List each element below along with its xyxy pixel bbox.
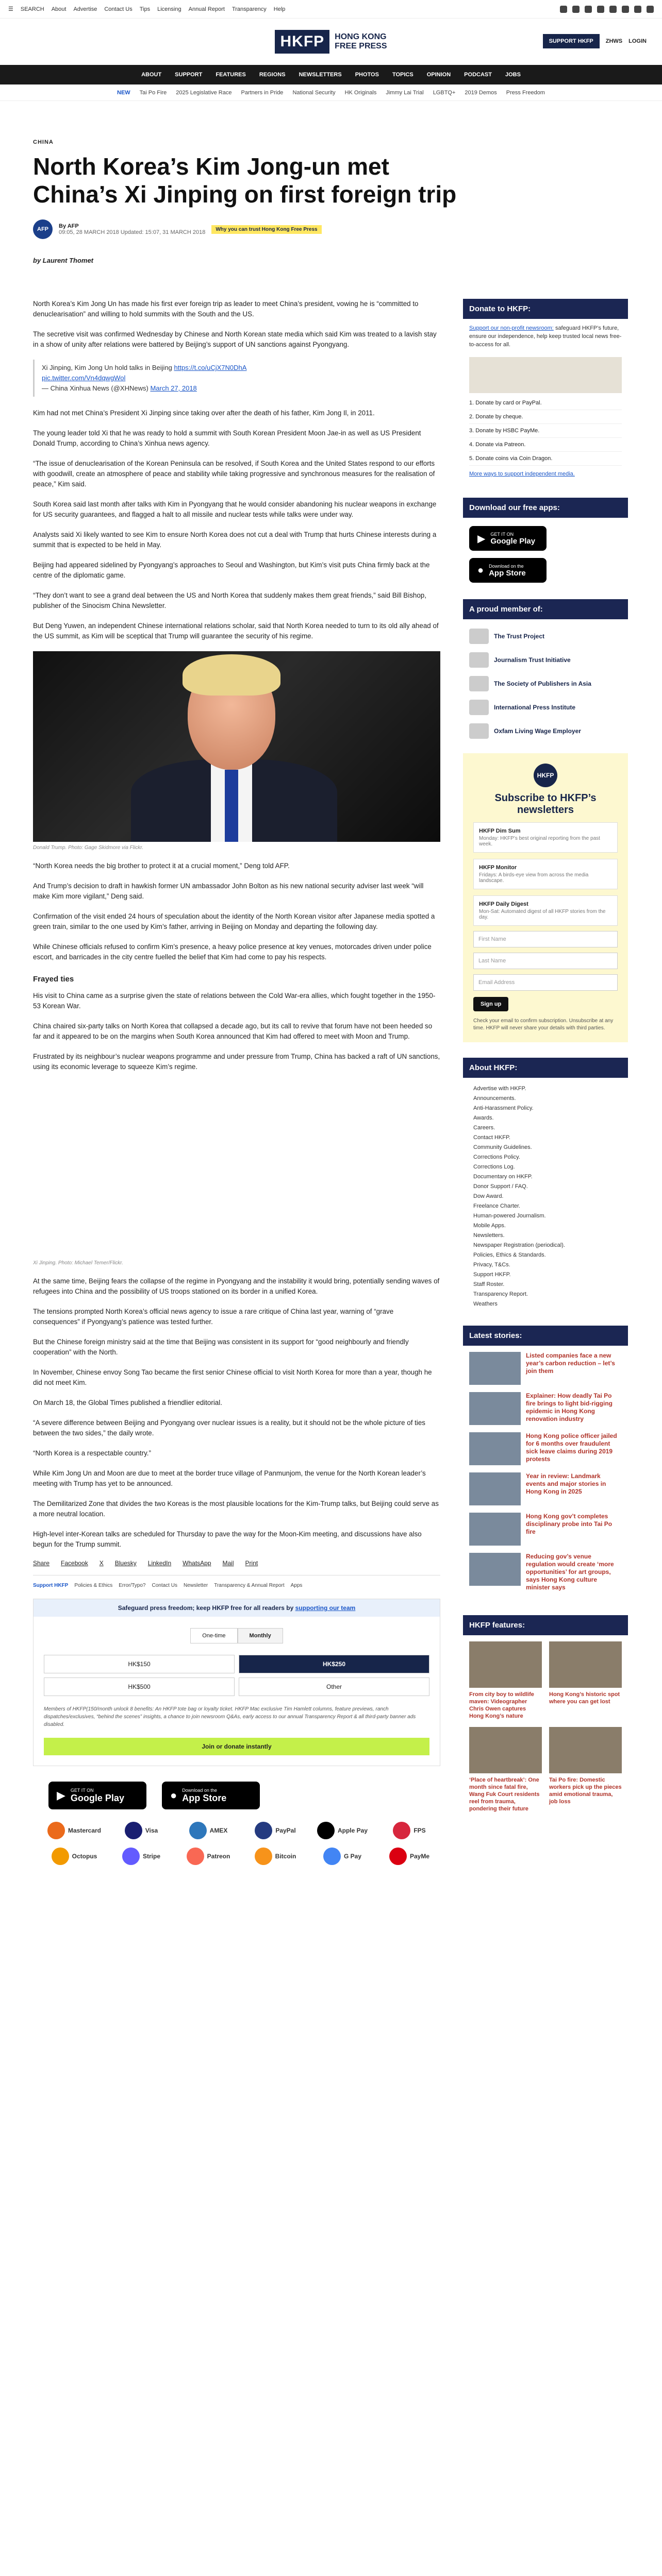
trending-item[interactable]: 2025 Legislative Race [176, 89, 232, 96]
oxfam-icon [469, 723, 489, 739]
google-play-small: GET IT ON [490, 531, 514, 537]
donate-widget-text [463, 319, 628, 354]
feature-thumbnail [549, 1641, 622, 1688]
last-name-input[interactable]: Last Name [473, 953, 618, 969]
tweet-source: — China Xinhua News (@XHNews) [42, 384, 148, 392]
feature-title: Tai Po fire: Domestic workers pick up the pieces amid emotional trauma, job loss [549, 1777, 622, 1805]
app-store-button[interactable] [162, 1782, 260, 1809]
instagram-icon[interactable] [585, 6, 592, 13]
feature-thumbnail [469, 1641, 542, 1688]
feature-title: Hong Kong’s historic spot where you can get lost [549, 1691, 620, 1705]
amex-icon [189, 1822, 207, 1839]
trust-badge[interactable]: Why you can trust Hong Kong Free Press [211, 225, 321, 234]
donate-options [463, 396, 628, 466]
trending-new-label: NEW [117, 89, 130, 96]
nav-podcast[interactable]: PODCAST [464, 72, 492, 78]
payment-method [177, 1822, 239, 1839]
youtube-icon[interactable] [597, 6, 604, 13]
story-title: Hong Kong gov’t completes disciplinary probe into Tai Po fire [526, 1513, 613, 1535]
monthly-option[interactable]: Monthly [238, 1628, 283, 1643]
signup-button[interactable]: Sign up [473, 997, 508, 1011]
newsletter-option-name: HKFP Dim Sum [479, 828, 521, 834]
latest-widget-title: Latest stories: [463, 1326, 628, 1346]
play-icon: ▶ [477, 533, 486, 545]
donate-option[interactable]: 1. Donate by card or PayPal. [469, 396, 622, 410]
feature-item[interactable] [549, 1727, 622, 1812]
one-time-option[interactable]: One-time [190, 1628, 237, 1643]
story-thumbnail [469, 1513, 521, 1546]
footer-link[interactable]: Policies & Ethics [74, 1583, 113, 1588]
logo-name-line2: FREE PRESS [335, 42, 387, 50]
about-link[interactable]: Freelance Charter. [473, 1203, 521, 1209]
nav-support[interactable]: SUPPORT [175, 72, 203, 78]
nav-opinion[interactable]: OPINION [426, 72, 451, 78]
help-link[interactable]: Help [273, 6, 286, 12]
amount-option[interactable]: HK$500 [44, 1677, 235, 1696]
member-logo[interactable] [469, 676, 622, 691]
story-thumbnail [469, 1553, 521, 1586]
member-logos [463, 619, 628, 748]
payment-method [110, 1822, 172, 1839]
newsletter-option-desc: Fridays: A birds-eye view from across the media landscape. [479, 872, 589, 884]
payment-method [43, 1848, 105, 1865]
sidebar-app-store-button[interactable] [469, 558, 547, 583]
story-thumbnail [469, 1432, 521, 1465]
paragraph: Analysts said Xi likely wanted to see Kim to ensure North Korea does not cut a deal with Trump that hurts Chinese interests during a summit that is expected to be held in May. [33, 531, 437, 549]
share-label: Share [33, 1560, 50, 1567]
apple-icon: ● [170, 1789, 177, 1802]
ipi-icon [469, 700, 489, 715]
sopa-icon [469, 676, 489, 691]
newsletter-option[interactable] [473, 822, 618, 853]
google-play-big: Google Play [70, 1792, 124, 1803]
about-link[interactable]: Awards. [473, 1115, 494, 1121]
paragraph: “They don’t want to see a grand deal between the US and North Korea that suddenly makes them great friends,” said Bill Bishop, publisher of the Sinocism China Newsletter. [33, 591, 426, 609]
member-name: International Press Institute [494, 704, 576, 711]
play-icon: ▶ [57, 1789, 65, 1802]
trending-bar [0, 84, 662, 101]
logo-mark: HKFP [275, 30, 329, 54]
about-link[interactable]: Donor Support / FAQ. [473, 1183, 528, 1190]
sidebar [463, 299, 628, 1819]
share-x[interactable]: X [99, 1560, 104, 1567]
annual-report-link[interactable]: Annual Report [188, 6, 225, 12]
about-link[interactable]: Community Guidelines. [473, 1144, 532, 1150]
about-link[interactable]: Mobile Apps. [473, 1223, 506, 1229]
payment-label: Apple Pay [337, 1827, 368, 1834]
story-title: Hong Kong police officer jailed for 6 months over fraudulent sick leave claims during 2019 protests [526, 1432, 617, 1463]
share-bluesky[interactable]: Bluesky [114, 1560, 137, 1567]
about-link[interactable]: Newspaper Registration (periodical). [473, 1242, 565, 1248]
trending-item[interactable]: LGBTQ+ [433, 89, 456, 96]
payment-label: Visa [145, 1827, 158, 1834]
paragraph: The tensions prompted North Korea’s official news agency to issue a rare critique of China last year, warning of “grave consequences” if Pyongyang’s patience was tested further. [33, 1308, 394, 1326]
donation-amounts [34, 1655, 440, 1696]
footer-link[interactable]: Apps [290, 1583, 303, 1588]
about-link[interactable]: Transparency Report. [473, 1291, 528, 1297]
trending-item[interactable]: National Security [292, 89, 336, 96]
member-logo[interactable] [469, 629, 622, 644]
licensing-link[interactable]: Licensing [157, 6, 181, 12]
amount-option-selected[interactable]: HK$250 [239, 1655, 429, 1673]
donate-box-text: Safeguard press freedom; keep HKFP free for all readers by [118, 1604, 294, 1612]
nav-jobs[interactable]: JOBS [505, 72, 521, 78]
payment-label: G Pay [343, 1853, 362, 1860]
features-grid [463, 1635, 628, 1819]
member-logo[interactable] [469, 652, 622, 668]
feature-item[interactable] [549, 1641, 622, 1720]
tweet-date[interactable]: March 27, 2018 [150, 384, 197, 392]
trending-item[interactable]: Press Freedom [506, 89, 545, 96]
newsletter-option-name: HKFP Daily Digest [479, 901, 528, 907]
advertise-link[interactable]: Advertise [73, 6, 97, 12]
donate-option[interactable]: 3. Donate by HSBC PayMe. [469, 424, 622, 438]
author-avatar: AFP [33, 219, 53, 239]
payment-method [244, 1848, 306, 1865]
search-link[interactable]: SEARCH [20, 6, 44, 12]
paragraph: “North Korea is a respectable country.” [33, 1449, 151, 1457]
trending-item[interactable]: 2019 Demos [465, 89, 497, 96]
story-title: Explainer: How deadly Tai Po fire brings to light bid-rigging epidemic in Hong Kong renovation industry [526, 1392, 613, 1422]
about-link[interactable]: Careers. [473, 1125, 495, 1131]
payment-method [311, 1822, 373, 1839]
top-bar [0, 0, 662, 19]
more-ways-link[interactable]: More ways to support independent media. [469, 471, 575, 477]
article-category[interactable]: CHINA [33, 139, 54, 145]
member-name: Oxfam Living Wage Employer [494, 727, 581, 735]
paragraph: His visit to China came as a surprise given the state of relations between the Cold War-era allies, which fought together in the 1950-53 Korean War. [33, 992, 436, 1010]
donate-widget-body: safeguard HKFP’s future, ensure our independence, help keep trusted local news free-to-access for all. [469, 325, 622, 348]
facebook-icon[interactable] [560, 6, 567, 13]
stripe-icon [122, 1848, 140, 1865]
fps-icon [393, 1822, 410, 1839]
newsletter-option[interactable] [473, 895, 618, 926]
first-name-input[interactable]: First Name [473, 931, 618, 947]
donate-box-link[interactable]: supporting our team [295, 1604, 356, 1612]
newsletter-title: Subscribe to HKFP’s newsletters [494, 792, 597, 816]
tips-link[interactable]: Tips [139, 6, 151, 12]
payment-methods [33, 1822, 440, 1865]
footer-link[interactable]: Contact Us [152, 1583, 177, 1588]
footer-link[interactable]: Newsletter [183, 1583, 208, 1588]
trending-item[interactable]: HK Originals [344, 89, 377, 96]
nav-newsletters[interactable]: NEWSLETTERS [299, 72, 342, 78]
member-logo[interactable] [469, 700, 622, 715]
member-name: The Society of Publishers in Asia [494, 680, 591, 687]
trending-item[interactable]: Jimmy Lai Trial [386, 89, 424, 96]
trust-project-icon [469, 629, 489, 644]
menu-icon[interactable]: ☰ [8, 6, 13, 12]
story-item[interactable] [469, 1472, 622, 1505]
feature-title: From city boy to wildlife maven: Videographer Chris Owen captures Hong Kong’s nature [469, 1691, 534, 1719]
app-store-buttons [33, 1782, 440, 1809]
section-heading: Frayed ties [33, 975, 74, 984]
site-logo[interactable] [275, 30, 387, 54]
payment-method [110, 1848, 172, 1865]
payment-method [311, 1848, 373, 1865]
app-store-small: Download on the [182, 1787, 217, 1793]
paragraph: “The issue of denuclearisation of the Korean Peninsula can be resolved, if South Korea and the United States respond to our efforts with goodwill, create an atmosphere of peace and stability while taking progressive and synchronous measures for the realisation of peace,” Kim said. [33, 460, 435, 488]
about-link[interactable]: Documentary on HKFP. [473, 1174, 533, 1180]
about-widget-title: About HKFP: [463, 1058, 628, 1078]
story-item[interactable] [469, 1432, 622, 1465]
membership-benefits: Members of HKFP(150/month unlock 8 benefits: An HKFP tote bag or loyalty ticket. HKFP Mac exclusive Tim Hamlett columns, feature previews, ranch dispatches/exclusives, “behind the scenes” insights, a chance to join newsroom Q&As, early access to our annual Transparency Report & all third-party banner ads disabled. [44, 1706, 416, 1727]
payment-method [177, 1848, 239, 1865]
about-link[interactable]: Corrections Policy. [473, 1154, 520, 1160]
article-body [33, 299, 440, 1865]
google-pay-icon [323, 1848, 341, 1865]
story-item[interactable] [469, 1513, 622, 1546]
article-meta [33, 219, 636, 239]
story-title: Reducing gov’s venue regulation would create ‘more opportunities’ for art groups, says Hong Kong culture minister says [526, 1553, 614, 1591]
member-logo[interactable] [469, 723, 622, 739]
about-link[interactable]: Contact HKFP. [473, 1134, 510, 1141]
embedded-tweet [33, 360, 440, 397]
about-link[interactable]: Support HKFP. [473, 1272, 511, 1278]
paragraph: While Chinese officials refused to confirm Kim’s presence, a heavy police presence at key venues, motorcades driven under police escort, and barricades in the city centre fuelled the belief that Kim had come to pay his respects. [33, 943, 432, 961]
donate-widget-link[interactable]: Support our non-profit newsroom: [469, 325, 554, 331]
donate-box [33, 1599, 440, 1766]
nav-about[interactable]: ABOUT [141, 72, 162, 78]
threads-icon[interactable] [622, 6, 629, 13]
visa-icon [125, 1822, 142, 1839]
payment-label: Mastercard [68, 1827, 102, 1834]
photo-caption: Xi Jinping. Photo: Michael Temer/Flickr. [33, 1260, 123, 1266]
support-hkfp-button[interactable]: SUPPORT HKFP [543, 34, 600, 48]
sidebar-google-play-button[interactable] [469, 526, 547, 551]
payment-method [244, 1822, 306, 1839]
amount-option[interactable]: HK$150 [44, 1655, 235, 1673]
about-link[interactable]: Announcements. [473, 1095, 516, 1101]
newsletter-fineprint: Check your email to confirm subscription. Unsubscribe at any time. HKFP will never share your details with third parties. [473, 1018, 614, 1031]
google-play-button[interactable] [48, 1782, 146, 1809]
about-link[interactable]: Corrections Log. [473, 1164, 515, 1170]
paragraph: The secretive visit was confirmed Wednesday by Chinese and North Korean state media which said Kim was treated to a lavish stay in a show of unity after relations were battered by Beijing’s support of UN sanctions against Pyongyang. [33, 330, 437, 348]
payment-label: Octopus [72, 1853, 97, 1860]
bluesky-icon[interactable] [634, 6, 641, 13]
about-link[interactable]: Policies, Ethics & Standards. [473, 1252, 546, 1258]
login-link[interactable]: LOGIN [628, 38, 647, 44]
trending-item[interactable]: Partners in Pride [241, 89, 284, 96]
donate-option[interactable]: 4. Donate via Patreon. [469, 438, 622, 452]
paragraph: At the same time, Beijing fears the collapse of the regime in Pyongyang and the instability it would bring, potentially sending waves of refugees into China and the possibility of US troops stationed on its border in a unified Korea. [33, 1277, 440, 1295]
story-thumbnail [469, 1392, 521, 1425]
newsletter-option-name: HKFP Monitor [479, 865, 517, 871]
latest-stories [463, 1346, 628, 1605]
app-store-big: App Store [182, 1792, 227, 1803]
payment-method [378, 1848, 440, 1865]
tweet-pic-link[interactable]: pic.twitter.com/Vn4dqwgWol [42, 374, 126, 382]
about-link[interactable]: About [51, 6, 67, 12]
paragraph: In November, Chinese envoy Song Tao became the first senior Chinese official to visit North Korea for more than a year, though he did not meet Kim. [33, 1368, 432, 1386]
about-link[interactable]: Human-powered Journalism. [473, 1213, 546, 1219]
payment-label: FPS [413, 1827, 426, 1834]
story-item[interactable] [469, 1553, 622, 1591]
apple-icon: ● [477, 564, 484, 576]
paragraph: The young leader told Xi that he was ready to hold a summit with South Korean President Moon Jae-in as well as US President Donald Trump, according to China’s Xinhua news agency. [33, 429, 421, 447]
story-title: Listed companies face a new year’s carbon reduction – let’s join them [526, 1352, 615, 1375]
main-nav [0, 65, 662, 84]
jti-icon [469, 652, 489, 668]
donate-widget-image [469, 357, 622, 393]
share-bar [33, 1560, 440, 1575]
payment-label: PayPal [275, 1827, 296, 1834]
payment-label: Stripe [142, 1853, 160, 1860]
amount-option-other[interactable]: Other [239, 1677, 429, 1696]
payment-label: Bitcoin [275, 1853, 296, 1860]
paragraph: “North Korea needs the big brother to protect it at a crucial moment,” Deng told AFP. [33, 862, 290, 870]
tweet-text: Xi Jinping, Kim Jong Un hold talks in Beijing [42, 364, 172, 371]
share-mail[interactable]: Mail [222, 1560, 234, 1567]
transparency-link[interactable]: Transparency [231, 6, 267, 12]
feature-title: ‘Place of heartbreak’: One month since fatal fire, Wang Fuk Court residents reel from trauma, pondering their future [469, 1777, 540, 1812]
octopus-icon [52, 1848, 69, 1865]
donate-option[interactable]: 5. Donate coins via Coin Dragon. [469, 452, 622, 466]
newsletter-option-desc: Mon-Sat: Automated digest of all HKFP stories from the day. [479, 909, 606, 920]
paragraph: But Deng Yuwen, an independent Chinese international relations scholar, said that North Korea needed to turn to its old ally ahead of the US summit, as Kim will be sceptical that Trump will guarantee the security of his regime. [33, 622, 439, 640]
feature-item[interactable] [469, 1641, 542, 1720]
telegram-icon[interactable] [647, 6, 654, 13]
about-links [463, 1078, 628, 1315]
paragraph: While Kim Jong Un and Moon are due to meet at the border truce village of Panmunjom, the venue for the North Korean leader’s meeting with Trump has yet to be announced. [33, 1469, 426, 1487]
paragraph: North Korea’s Kim Jong Un has made his first ever foreign trip as leader to meet China’s president, vowing he is “committed to denuclearisation” and willing to hold summits with the South and the US. [33, 300, 419, 318]
donate-box-header [34, 1599, 440, 1617]
story-thumbnail [469, 1352, 521, 1385]
paragraph: The Demilitarized Zone that divides the two Koreas is the most plausible locations for the Kim-Trump talks, but Beijing could serve as a more neutral location. [33, 1500, 439, 1518]
story-thumbnail [469, 1472, 521, 1505]
paragraph: China chaired six-party talks on North Korea that collapsed a decade ago, but its call to revive that forum have not been heeded so far and it appeared to be on the margins when South Korea announced that Kim had offered to meet with Moon and Trump. [33, 1022, 433, 1040]
article-dates: 09:05, 28 MARCH 2018 Updated: 15:07, 31 MARCH 2018 [59, 229, 206, 235]
paragraph: Frustrated by its neighbour’s nuclear weapons programme and under pressure from Trump, China has backed a raft of UN sanctions, using its economic leverage to squeeze Kim’s regime. [33, 1053, 440, 1071]
payment-label: PayMe [409, 1853, 430, 1860]
article-header [33, 129, 636, 264]
paypal-icon [255, 1822, 272, 1839]
paragraph: And Trump’s decision to draft in hawkish former UN ambassador John Bolton as his new national security adviser last week “will make Kim more vigilant,” Deng said. [33, 882, 424, 900]
share-facebook[interactable]: Facebook [61, 1560, 88, 1567]
about-link[interactable]: Newsletters. [473, 1232, 505, 1239]
google-play-big: Google Play [490, 536, 536, 546]
story-title: Year in review: Landmark events and major stories in Hong Kong in 2025 [526, 1472, 606, 1495]
paragraph: “A severe difference between Beijing and Pyongyang over nuclear issues is a reality, but it should not be the whole picture of ties between the two sides,” the daily wrote. [33, 1419, 425, 1437]
contact-link[interactable]: Contact Us [104, 6, 133, 12]
trump-photo [33, 651, 440, 842]
newsletter-option-desc: Monday: HKFP’s best original reporting from the past week. [479, 836, 600, 847]
sidebar-app-buttons [463, 518, 628, 591]
nav-topics[interactable]: TOPICS [392, 72, 413, 78]
join-donate-button[interactable]: Join or donate instantly [44, 1738, 429, 1755]
newsletter-logo: HKFP [534, 764, 557, 787]
app-store-big: App Store [489, 568, 526, 578]
about-link[interactable]: Anti-Harassment Policy. [473, 1105, 534, 1111]
patreon-icon [187, 1848, 204, 1865]
share-print[interactable]: Print [245, 1560, 258, 1567]
article-title: North Korea’s Kim Jong-un met China’s Xi Jinping on first foreign trip [33, 153, 457, 208]
nav-regions[interactable]: REGIONS [259, 72, 286, 78]
about-link[interactable]: Privacy, T&Cs. [473, 1262, 510, 1268]
article-footer-links [33, 1583, 440, 1588]
member-widget-title: A proud member of: [463, 599, 628, 619]
payment-method [378, 1822, 440, 1839]
paragraph: Beijing had appeared sidelined by Pyongyang’s approaches to Seoul and Washington, but Kim’s visit puts China firmly back at the centre of the diplomatic game. [33, 561, 430, 579]
article-author[interactable]: By AFP [59, 223, 79, 229]
x-icon[interactable] [572, 6, 580, 13]
donate-option[interactable]: 2. Donate by cheque. [469, 410, 622, 424]
member-name: Journalism Trust Initiative [494, 656, 571, 664]
support-link[interactable]: Support HKFP [33, 1583, 69, 1588]
xi-photo [33, 1082, 440, 1257]
logo-name-line1: HONG KONG [335, 32, 387, 41]
apple-pay-icon [317, 1822, 335, 1839]
mastercard-icon [47, 1822, 65, 1839]
app-store-small: Download on the [489, 563, 524, 569]
about-link[interactable]: Dow Award. [473, 1193, 504, 1199]
paragraph: South Korea said last month after talks with Kim in Pyongyang that he would consider abandoning his nuclear weapons in exchange for US security guarantees, and flagged a halt to all missile and nuclear tests while talks were under way. [33, 500, 437, 518]
nav-photos[interactable]: PHOTOS [355, 72, 379, 78]
google-play-small: GET IT ON [70, 1787, 94, 1793]
donation-frequency-toggle [34, 1628, 440, 1643]
story-item[interactable] [469, 1352, 622, 1385]
apps-widget-title: Download our free apps: [463, 498, 628, 518]
email-input[interactable]: Email Address [473, 974, 618, 991]
paragraph: But the Chinese foreign ministry said at the time that Beijing was consistent in its support for “good neighbourly and friendly cooperation” with the North. [33, 1338, 409, 1356]
trending-item[interactable]: Tai Po Fire [139, 89, 167, 96]
paragraph: Confirmation of the visit ended 24 hours of speculation about the identity of the North Korean visitor after Japanese media spotted a green train, similar to the one used by Kim’s father, arriving in Beijing on Monday and departing the following day. [33, 912, 435, 930]
story-item[interactable] [469, 1392, 622, 1425]
payment-label: AMEX [209, 1827, 228, 1834]
bitcoin-icon [255, 1848, 272, 1865]
tweet-link[interactable]: https://t.co/uCjX7N0DhA [174, 364, 247, 371]
paragraph: On March 18, the Global Times published a friendlier editorial. [33, 1399, 222, 1406]
site-header [0, 19, 662, 65]
feature-thumbnail [469, 1727, 542, 1773]
payme-icon [389, 1848, 407, 1865]
feature-item[interactable] [469, 1727, 542, 1812]
feature-thumbnail [549, 1727, 622, 1773]
features-widget-title: HKFP features: [463, 1615, 628, 1635]
share-whatsapp[interactable]: WhatsApp [183, 1560, 211, 1567]
article-byline: by Laurent Thomet [33, 257, 94, 264]
share-linkedin[interactable]: LinkedIn [147, 1560, 172, 1567]
donate-widget-title: Donate to HKFP: [463, 299, 628, 319]
paragraph: Kim had not met China’s President Xi Jinping since taking over after the death of his father, Kim Jong Il, in 2011. [33, 409, 375, 417]
newsletter-widget [463, 753, 628, 1042]
member-name: The Trust Project [494, 633, 545, 640]
language-link[interactable]: ZHWS [605, 38, 623, 44]
paragraph: High-level inter-Korean talks are scheduled for Thursday to pave the way for the Moon-Kim meeting, and discussions have also begun for the Trump summit. [33, 1530, 422, 1548]
nav-features[interactable]: FEATURES [216, 72, 246, 78]
about-link[interactable]: Staff Roster. [473, 1281, 505, 1287]
footer-link[interactable]: Transparency & Annual Report [214, 1583, 285, 1588]
footer-link[interactable]: Error/Typo? [119, 1583, 146, 1588]
photo-caption: Donald Trump. Photo: Gage Skidmore via Flickr. [33, 845, 143, 851]
about-link[interactable]: Weathers [473, 1301, 498, 1307]
payment-label: Patreon [207, 1853, 230, 1860]
about-link[interactable]: Advertise with HKFP. [473, 1086, 526, 1092]
payment-method [43, 1822, 105, 1839]
newsletter-option[interactable] [473, 859, 618, 889]
linkedin-icon[interactable] [609, 6, 617, 13]
